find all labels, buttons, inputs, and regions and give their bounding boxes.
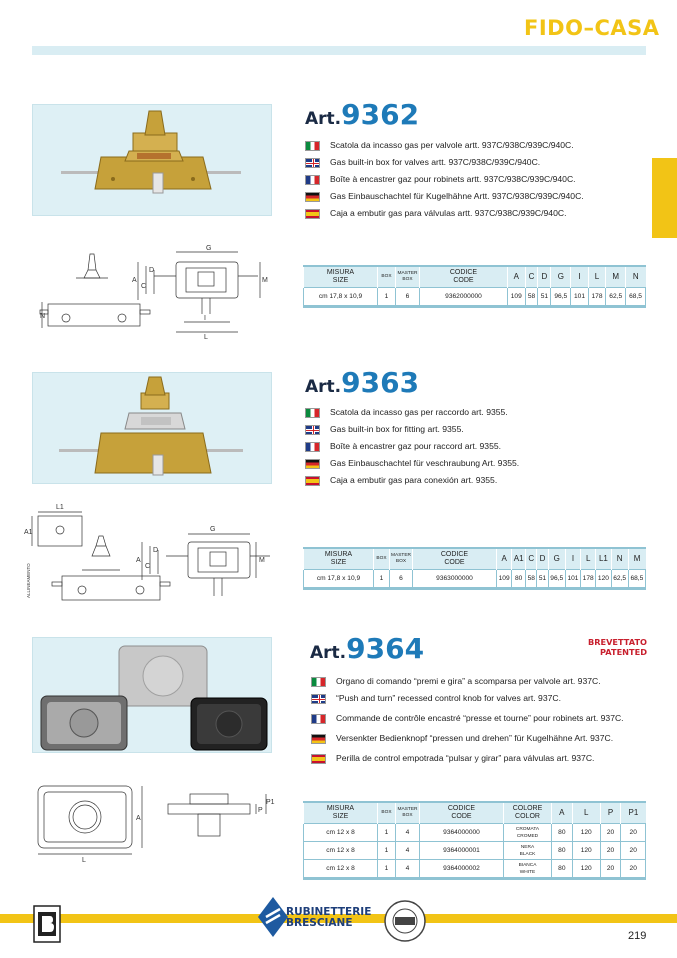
description-en: Gas built-in box for valves artt. 937C/938C/939C/940C. — [305, 154, 645, 171]
dim-a: A — [136, 815, 141, 822]
spain-flag-icon — [305, 209, 320, 219]
spain-flag-icon — [305, 476, 320, 486]
header-rule — [32, 46, 646, 55]
product-photo-9364 — [32, 637, 272, 753]
description-es: Caja a embutir gas para válvulas artt. 937C/938C/939C/940C. — [305, 205, 645, 222]
description-it: Organo di comando “premi e gira” a scomparsa per valvole art. 937C. — [311, 673, 646, 690]
dim-a: A — [132, 277, 137, 284]
table-row: cm 12 x 8 1 4 9364000001 NERA BLACK 80 120 20 20 — [304, 842, 646, 860]
article-number: 9363 — [341, 366, 420, 399]
dim-c: C — [145, 563, 151, 570]
gas-box-fitting-image — [33, 373, 273, 485]
article-title-9362 — [305, 98, 419, 131]
dim-i: I — [204, 315, 206, 322]
germany-flag-icon — [305, 459, 320, 469]
dim-p1: P1 — [266, 799, 275, 806]
rb-diamond-icon — [256, 895, 290, 939]
patent-badge: BREVETTATO PATENTED — [587, 637, 647, 657]
article-number: 9362 — [341, 98, 420, 131]
description-it: Scatola da incasso gas per raccordo art. 9355. — [305, 404, 645, 421]
germany-flag-icon — [311, 734, 326, 744]
description-it: Scatola da incasso gas per valvole artt. 937C/938C/939C/940C. — [305, 137, 645, 154]
section-tab — [652, 158, 677, 238]
description-de: Gas Einbauschachtel für veschraubung Art. 9355. — [305, 455, 645, 472]
article-title-9364 — [310, 632, 424, 665]
technical-drawing-9363 — [22, 500, 276, 612]
description-en: “Push and turn” recessed control knob for valves art. 937C. — [311, 690, 646, 707]
uk-flag-icon — [305, 425, 320, 435]
spec-table-9362: MISURA SIZE BOX MASTER BOX CODICE CODE A C D G I L M N cm 17,8 x 10,9 1 6 9362000000 109 58 51 96,5 101 178 62,5 68,5 — [303, 265, 646, 308]
germany-flag-icon — [305, 192, 320, 202]
spec-table-9363: MISURA SIZE BOX MASTER BOX CODICE CODE A A1 C D G I L L1 N M cm 17,8 x 10,9 1 6 9363000000 109 80 58 51 96,5 101 178 120 62,5 68,5 — [303, 547, 646, 590]
description-list-9362 — [305, 137, 645, 222]
product-photo-9363 — [32, 372, 272, 484]
company-name-line2: BRESCIANE — [286, 917, 353, 929]
dim-a: A — [136, 557, 141, 564]
product-photo-9362 — [32, 104, 272, 216]
dim-n: N — [40, 313, 46, 320]
article-prefix: Art. — [310, 643, 347, 663]
description-fr: Commande de contrôle encastré “presse et tourne” pour robinets art. 937C. — [311, 710, 646, 727]
dim-m: M — [259, 557, 265, 564]
iso-certification-seal — [382, 899, 428, 943]
dim-d: D — [153, 547, 159, 554]
gas-box-image — [33, 105, 273, 217]
dim-l: L — [82, 857, 86, 864]
article-number: 9364 — [346, 632, 425, 665]
table-row: cm 12 x 8 1 4 9364000002 BIANCA WHITE 80 120 20 20 — [304, 860, 646, 878]
description-es: Perilla de control empotrada “pulsar y girar” para válvulas art. 937C. — [311, 750, 646, 767]
dim-g: G — [210, 526, 216, 533]
dim-p: P — [258, 807, 263, 814]
description-list-9364 — [311, 673, 646, 767]
dim-c: C — [141, 283, 147, 290]
france-flag-icon — [311, 714, 326, 724]
article-prefix: Art. — [305, 109, 342, 129]
article-title-9363 — [305, 366, 419, 399]
b-logo — [32, 904, 62, 944]
dim-l: L — [204, 334, 208, 340]
spain-flag-icon — [311, 754, 326, 764]
dim-a1: A1 — [24, 529, 33, 536]
description-list-9363 — [305, 404, 645, 489]
technical-drawing-9364 — [30, 778, 280, 870]
table-row: cm 17,8 x 10,9 1 6 9362000000 109 58 51 96,5 101 178 62,5 68,5 — [304, 288, 646, 306]
description-en: Gas built-in box for fitting art. 9355. — [305, 421, 645, 438]
description-de: Versenkter Bedienknopf “pressen und drehen” für Kugelhähne Art. 937C. — [311, 730, 646, 747]
uk-flag-icon — [311, 694, 326, 704]
description-fr: Boîte à encastrer gaz pour robinets artt. 937C/938C/939C/940C. — [305, 171, 645, 188]
italy-flag-icon — [311, 677, 326, 687]
dim-l1: L1 — [56, 504, 64, 511]
description-es: Caja a embutir gas para conexión art. 9355. — [305, 472, 645, 489]
company-logo — [256, 895, 376, 943]
spec-table-9364: MISURA SIZE BOX MASTER BOX CODICE CODE COLORE COLOR A L P P1 cm 12 x 8 1 4 9364000000 CROMATA CROMED 80 120 20 20 cm 12 x 8 1 4 9364000001 NERA BLACK 80 120 20 20 cm 12 x 8 1 4 9364000002 BIANCA WHITE 80 120 20 20 — [303, 801, 646, 880]
france-flag-icon — [305, 442, 320, 452]
table-row: cm 17,8 x 10,9 1 6 9363000000 109 80 58 51 96,5 101 178 120 62,5 68,5 — [304, 570, 646, 588]
table-row: cm 12 x 8 1 4 9364000000 CROMATA CROMED 80 120 20 20 — [304, 824, 646, 842]
page-number: 219 — [628, 930, 647, 942]
control-knob-image — [33, 638, 273, 754]
brand-title: FIDO–CASA — [524, 16, 660, 40]
dim-m: M — [262, 277, 268, 284]
dim-alignment: ALLINEAMENTO — [26, 563, 31, 598]
technical-drawing-9362 — [36, 240, 276, 340]
france-flag-icon — [305, 175, 320, 185]
dim-d: D — [149, 267, 155, 274]
uk-flag-icon — [305, 158, 320, 168]
article-prefix: Art. — [305, 377, 342, 397]
italy-flag-icon — [305, 408, 320, 418]
description-fr: Boîte à encastrer gaz pour raccord art. 9355. — [305, 438, 645, 455]
description-de: Gas Einbauschachtel für Kugelhähne Artt. 937C/938C/939C/940C. — [305, 188, 645, 205]
dim-g: G — [206, 245, 212, 252]
italy-flag-icon — [305, 141, 320, 151]
company-name-line1: RUBINETTERIE — [286, 906, 372, 918]
